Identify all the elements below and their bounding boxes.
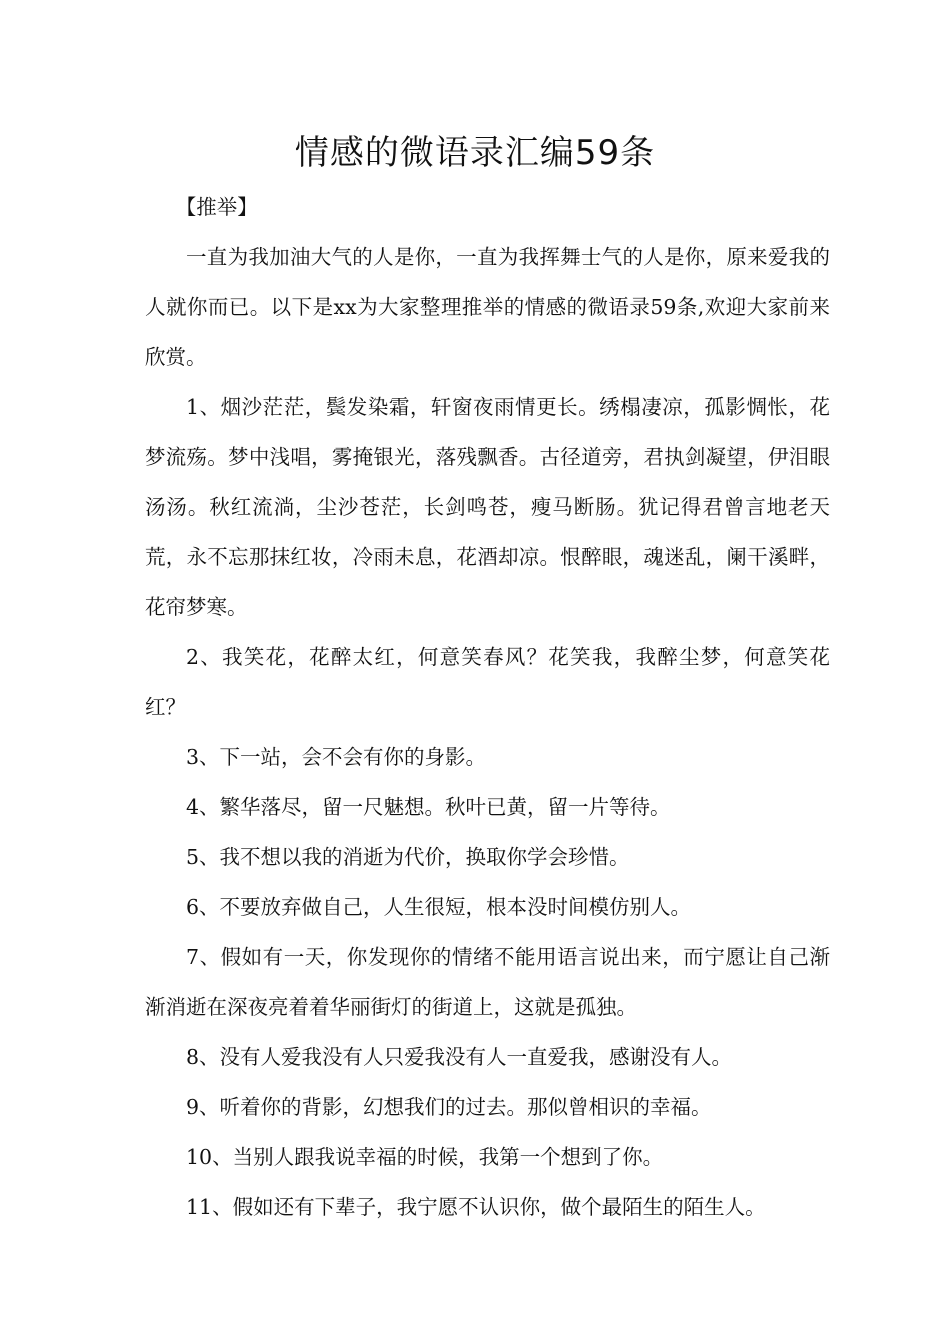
quote-item: 5、我不想以我的消逝为代价，换取你学会珍惜。 bbox=[186, 845, 630, 869]
quote-item: 9、听着你的背影，幻想我们的过去。那似曾相识的幸福。 bbox=[186, 1095, 712, 1119]
quote-item: 4、繁华落尽，留一尺魅想。秋叶已黄，留一片等待。 bbox=[186, 795, 671, 819]
quote-item: 2、我笑花，花醉太红，何意笑春风？花笑我，我醉尘梦，何意笑花红？ bbox=[145, 645, 830, 719]
quote-item: 11、假如还有下辈子，我宁愿不认识你，做个最陌生的陌生人。 bbox=[186, 1195, 766, 1219]
document-title: 情感的微语录汇编59条 bbox=[294, 133, 656, 173]
quote-item: 7、假如有一天，你发现你的情绪不能用语言说出来，而宁愿让自己渐渐消逝在深夜亮着着华丽街灯的街道上，这就是孤独。 bbox=[145, 945, 830, 1019]
recommend-tag: 【推举】 bbox=[175, 195, 258, 219]
intro-paragraph: 一直为我加油大气的人是你，一直为我挥舞士气的人是你，原来爱我的人就你而已。以下是xx为大家整理推举的情感的微语录59条,欢迎大家前来欣赏。 bbox=[145, 245, 830, 369]
quote-item: 3、下一站，会不会有你的身影。 bbox=[186, 745, 487, 769]
quote-item: 8、没有人爱我没有人只爱我没有人一直爱我，感谢没有人。 bbox=[186, 1045, 733, 1069]
document-body bbox=[145, 182, 830, 1232]
quote-item: 6、不要放弃做自己，人生很短，根本没时间模仿别人。 bbox=[186, 895, 692, 919]
quote-item: 1、烟沙茫茫，鬓发染霜，轩窗夜雨情更长。绣榻凄凉，孤影惆怅，花梦流殇。梦中浅唱，雾掩银光，落残飘香。古径道旁，君执剑凝望，伊泪眼汤汤。秋红流淌，尘沙苍茫，长剑鸣苍，瘦马断肠。犹记得君曾言地老天荒，永不忘那抹红妆，冷雨未息，花酒却凉。恨醉眼，魂迷乱，阑干溪畔，花帘梦寒。 bbox=[145, 395, 830, 619]
quote-item: 10、当别人跟我说幸福的时候，我第一个想到了你。 bbox=[186, 1145, 664, 1169]
